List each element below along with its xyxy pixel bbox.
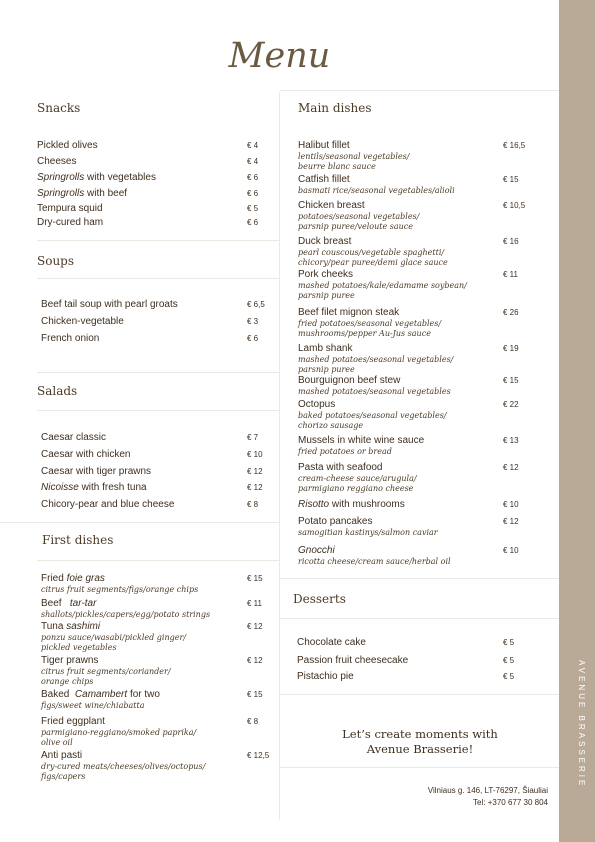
menu-item-price: € 10 [503,500,519,509]
menu-item-name [298,462,417,474]
menu-item-name [298,307,441,319]
menu-item-name-text: Pork cheeks [298,269,354,280]
menu-item [298,343,453,374]
menu-item-price: € 12 [503,517,519,526]
section-divider [37,372,279,373]
menu-item-price: € 6,5 [247,300,265,309]
menu-item-name-text: Chicory-pear and blue cheese [41,499,175,510]
menu-item-price: € 11 [503,270,518,279]
menu-item-name [298,200,419,212]
menu-item-price: € 11 [247,599,262,608]
menu-item [41,655,171,686]
menu-item-price: € 6 [247,334,259,343]
menu-item-description: samogitian kastinys/salmon caviar [298,528,438,537]
section-divider [37,410,279,411]
menu-item [41,689,160,711]
menu-item-name [298,140,409,152]
menu-item-name [41,655,171,667]
menu-item-description: baked potatoes/seasonal vegetables/ [298,411,447,420]
menu-item-name-text: Catfish fillet [298,174,350,185]
section-divider [280,767,559,768]
menu-item [298,399,447,430]
menu-item-name-text: for two [127,689,160,700]
menu-item-name [297,671,354,683]
menu-item-name [298,435,424,447]
menu-item-name [41,449,130,461]
menu-title: Menu [228,36,331,76]
menu-item-name-text: Beef tail soup with pearl groats [41,299,178,310]
menu-item-name-italic: Gnocchi [298,545,335,556]
menu-item-name [298,375,451,387]
menu-item [41,573,198,595]
section-title-first-dishes: First dishes [42,533,114,547]
menu-item [37,217,103,229]
menu-item-name-text: with mushrooms [329,499,405,510]
menu-item-price: € 12 [247,656,263,665]
menu-item-price: € 8 [247,717,259,726]
menu-item [298,499,405,511]
menu-item [298,140,409,171]
menu-item [41,621,186,652]
menu-item-price: € 10 [503,546,519,555]
menu-item-price: € 16 [503,237,519,246]
menu-item-name [298,269,467,281]
menu-item [298,545,451,567]
menu-item-description: ricotta cheese/cream sauce/herbal oil [298,557,451,566]
menu-item-name [37,156,76,168]
menu-item-price: € 26 [503,308,519,317]
section-divider [37,240,279,241]
menu-item-name [41,466,151,478]
section-divider [37,560,279,561]
menu-item-description: chicory/pear puree/demi glace sauce [298,257,448,267]
menu-item-name-italic: Nicoisse [41,482,79,493]
menu-item [41,316,124,328]
menu-item-name-text: Caesar with tiger prawns [41,466,152,477]
menu-item-price: € 16,5 [503,141,526,150]
menu-item-description: figs/capers [41,771,86,781]
menu-item-name-text: Tuna [41,621,67,632]
menu-item-name-text: with fresh tuna [78,482,147,493]
menu-item-description: citrus fruit segments/coriander/ [41,667,171,676]
menu-item-description: mashed potatoes/seasonal vegetables [298,387,451,396]
section-divider [0,522,279,523]
menu-item-name-italic: Camambert [74,689,128,700]
section-divider [280,90,559,91]
menu-item-description: mashed potatoes/kale/edamame soybean/ [298,281,467,290]
menu-item [297,671,354,683]
menu-item [298,200,419,231]
menu-item [41,449,130,461]
menu-item-name [41,716,196,728]
menu-item-name [297,637,366,649]
menu-item-description: fried potatoes or bread [298,447,392,456]
menu-item-price: € 10 [247,450,263,459]
menu-item-description: citrus fruit segments/figs/orange chips [41,585,199,594]
menu-item-name-text: with vegetables [84,172,156,183]
menu-item-name [41,482,147,494]
menu-item-name [41,621,186,633]
menu-item-name [41,333,99,345]
section-title-snacks: Snacks [37,101,81,115]
section-divider [280,578,559,579]
menu-item-description: basmati rice/seasonal vegetables/alioli [298,186,455,195]
menu-item-name [41,573,198,585]
menu-item [37,156,76,168]
menu-item-price: € 5 [503,638,515,647]
menu-item-name [41,499,174,511]
menu-item-name-text: Tempura squid [37,203,103,214]
menu-item-name-text: Passion fruit cheesecake [297,655,409,666]
menu-item [41,466,151,478]
menu-item-name-text: Tiger prawns [41,655,99,666]
menu-item-name-text: Octopus [298,399,336,410]
menu-item-name-text: Bourguignon beef stew [298,375,401,386]
menu-item-price: € 10,5 [503,201,526,210]
menu-item-name-text: Pickled olives [37,140,98,151]
menu-item [41,299,178,311]
menu-item-name [298,516,438,528]
menu-item [298,516,438,538]
menu-item [41,598,210,620]
menu-item-price: € 15 [503,175,519,184]
section-divider [37,278,279,279]
menu-item [41,482,147,494]
menu-item [297,655,408,667]
menu-item-description: cream-cheese sauce/arugula/ [298,474,417,483]
brand-vertical-text: AVENUE BRASSERIE [577,660,586,789]
menu-item [41,499,174,511]
menu-item-name-text: Anti pasti [41,750,83,761]
column-divider [279,92,280,820]
menu-item-name [298,399,447,411]
menu-item-name-text: French onion [41,333,100,344]
menu-item-name-text: Mussels in white wine sauce [298,435,425,446]
menu-item [298,462,417,493]
menu-item [41,716,196,747]
menu-item-name-text: Halibut fillet [298,140,350,151]
tagline [280,727,560,757]
menu-item-description: fried potatoes/seasonal vegetables/ [298,319,442,328]
menu-item-price: € 7 [247,433,259,442]
menu-item [37,188,127,200]
menu-item-price: € 13 [503,436,519,445]
menu-item [298,435,424,457]
menu-item-description: mashed potatoes/seasonal vegetables/ [298,355,454,364]
menu-item-description: parmigiano reggiano cheese [298,483,414,493]
address-street: Vilniaus g. 146, LT-76297, Šiauliai [427,786,548,795]
menu-item-name-text: Lamb shank [298,343,353,354]
address [428,785,548,809]
menu-item-name [298,499,405,511]
menu-item-name-text: Chicken breast [298,200,365,211]
menu-item-name-text: Potato pancakes [298,516,373,527]
menu-item-description: potatoes/seasonal vegetables/ [298,212,420,221]
menu-item-description: parsnip puree [298,364,355,374]
menu-item-price: € 4 [247,157,259,166]
menu-item-description: ponzu sauce/wasabi/pickled ginger/ [41,633,186,642]
menu-item-description: chorizo sausage [298,420,364,430]
menu-item-description: pearl couscous/vegetable spaghetti/ [298,248,445,257]
tagline-line-1: Let’s create moments with [342,727,498,741]
menu-item [298,307,441,338]
menu-item-name-text: with beef [84,188,128,199]
tagline-line-2: Avenue Brasserie! [366,742,474,756]
menu-item-description: beurre blanc sauce [298,161,376,171]
menu-item-name [37,188,127,200]
menu-item-name [298,236,448,248]
menu-item-name [37,172,156,184]
menu-item-price: € 15 [503,376,519,385]
menu-item-name [298,174,455,186]
menu-item [298,375,451,397]
menu-item-price: € 5 [503,656,515,665]
menu-item-name [41,432,106,444]
section-divider [280,694,559,695]
menu-item-price: € 5 [503,672,515,681]
menu-item-name-italic: Springrolls [37,172,85,183]
menu-item [37,203,103,215]
menu-item-name-text: Fried eggplant [41,716,105,727]
menu-item-name-text: Cheeses [37,156,77,167]
menu-item-name-text: Chicken-vegetable [41,316,124,327]
menu-item-price: € 6 [247,189,259,198]
menu-item-description: dry-cured meats/cheeses/olives/octopus/ [41,762,206,771]
menu-item-name-text: Dry-cured ham [37,217,104,228]
menu-item-description: parsnip puree/veloute sauce [298,221,413,231]
menu-item-price: € 22 [503,400,519,409]
menu-item-price: € 8 [247,500,259,509]
menu-item-name-italic: Springrolls [37,188,85,199]
menu-item-name-text: Fried [41,573,67,584]
menu-item [297,637,366,649]
menu-item [37,140,98,152]
menu-item-description: figs/sweet wine/chiabatta [41,701,145,710]
menu-item-name [37,217,103,229]
menu-item-name [41,689,160,701]
menu-item-price: € 12 [247,483,263,492]
menu-item-name-text: Chocolate cake [297,637,366,648]
menu-item-description: orange chips [41,676,94,686]
menu-item-description: shallots/pickles/capers/egg/potato strings [41,610,211,619]
menu-item-price: € 5 [247,204,259,213]
menu-item [41,432,106,444]
menu-item-name-italic: sashimi [66,621,101,632]
menu-item-name-text: Beef filet mignon steak [298,307,400,318]
menu-item-name [41,316,124,328]
menu-item [41,333,99,345]
menu-item [41,750,205,781]
menu-item-name [298,343,453,355]
menu-item-price: € 12 [247,467,263,476]
section-divider [280,618,559,619]
menu-item-description: lentils/seasonal vegetables/ [298,152,410,161]
menu-item-name [41,299,178,311]
menu-item-name [37,140,98,152]
address-phone: Tel: +370 677 30 804 [473,798,548,807]
menu-item-price: € 12,5 [247,751,270,760]
menu-item-name-text: Pasta with seafood [298,462,383,473]
menu-item [298,174,455,196]
menu-item-description: parsnip puree [298,290,355,300]
menu-item-description: pickled vegetables [41,642,117,652]
menu-item-description: mushrooms/pepper Au-Jus sauce [298,328,431,338]
menu-item-price: € 15 [247,690,263,699]
menu-item-price: € 6 [247,218,259,227]
menu-item-price: € 3 [247,317,259,326]
menu-item-name-text: Baked [41,689,75,700]
menu-item-name-text: Caesar with chicken [41,449,131,460]
menu-item-name-text: Duck breast [298,236,352,247]
menu-item-name-italic: Risotto [298,499,330,510]
menu-item-price: € 12 [247,622,263,631]
menu-item [298,236,448,267]
menu-item-name [41,598,210,610]
menu-item-price: € 12 [503,463,519,472]
menu-item-name-italic: foie gras [66,573,105,584]
menu-item-price: € 19 [503,344,519,353]
menu-item-price: € 15 [247,574,263,583]
menu-item [298,269,467,300]
menu-item-name-text: Pistachio pie [297,671,354,682]
menu-item-name-text: Caesar classic [41,432,107,443]
menu-item-name-italic: tar-tar [69,598,97,609]
menu-item-name [297,655,408,667]
section-title-desserts: Desserts [293,592,346,606]
menu-item-description: olive oil [41,737,73,747]
menu-item-name-text: Beef [41,598,70,609]
menu-item-name [37,203,103,215]
section-title-soups: Soups [37,254,75,268]
section-title-salads: Salads [37,384,78,398]
section-title-main-dishes: Main dishes [298,101,372,115]
menu-item-price: € 6 [247,173,259,182]
menu-item-name [41,750,205,762]
menu-item [37,172,156,184]
menu-item-price: € 4 [247,141,259,150]
menu-item-name [298,545,451,557]
menu-item-description: parmigiano-reggiano/smoked paprika/ [41,728,197,737]
